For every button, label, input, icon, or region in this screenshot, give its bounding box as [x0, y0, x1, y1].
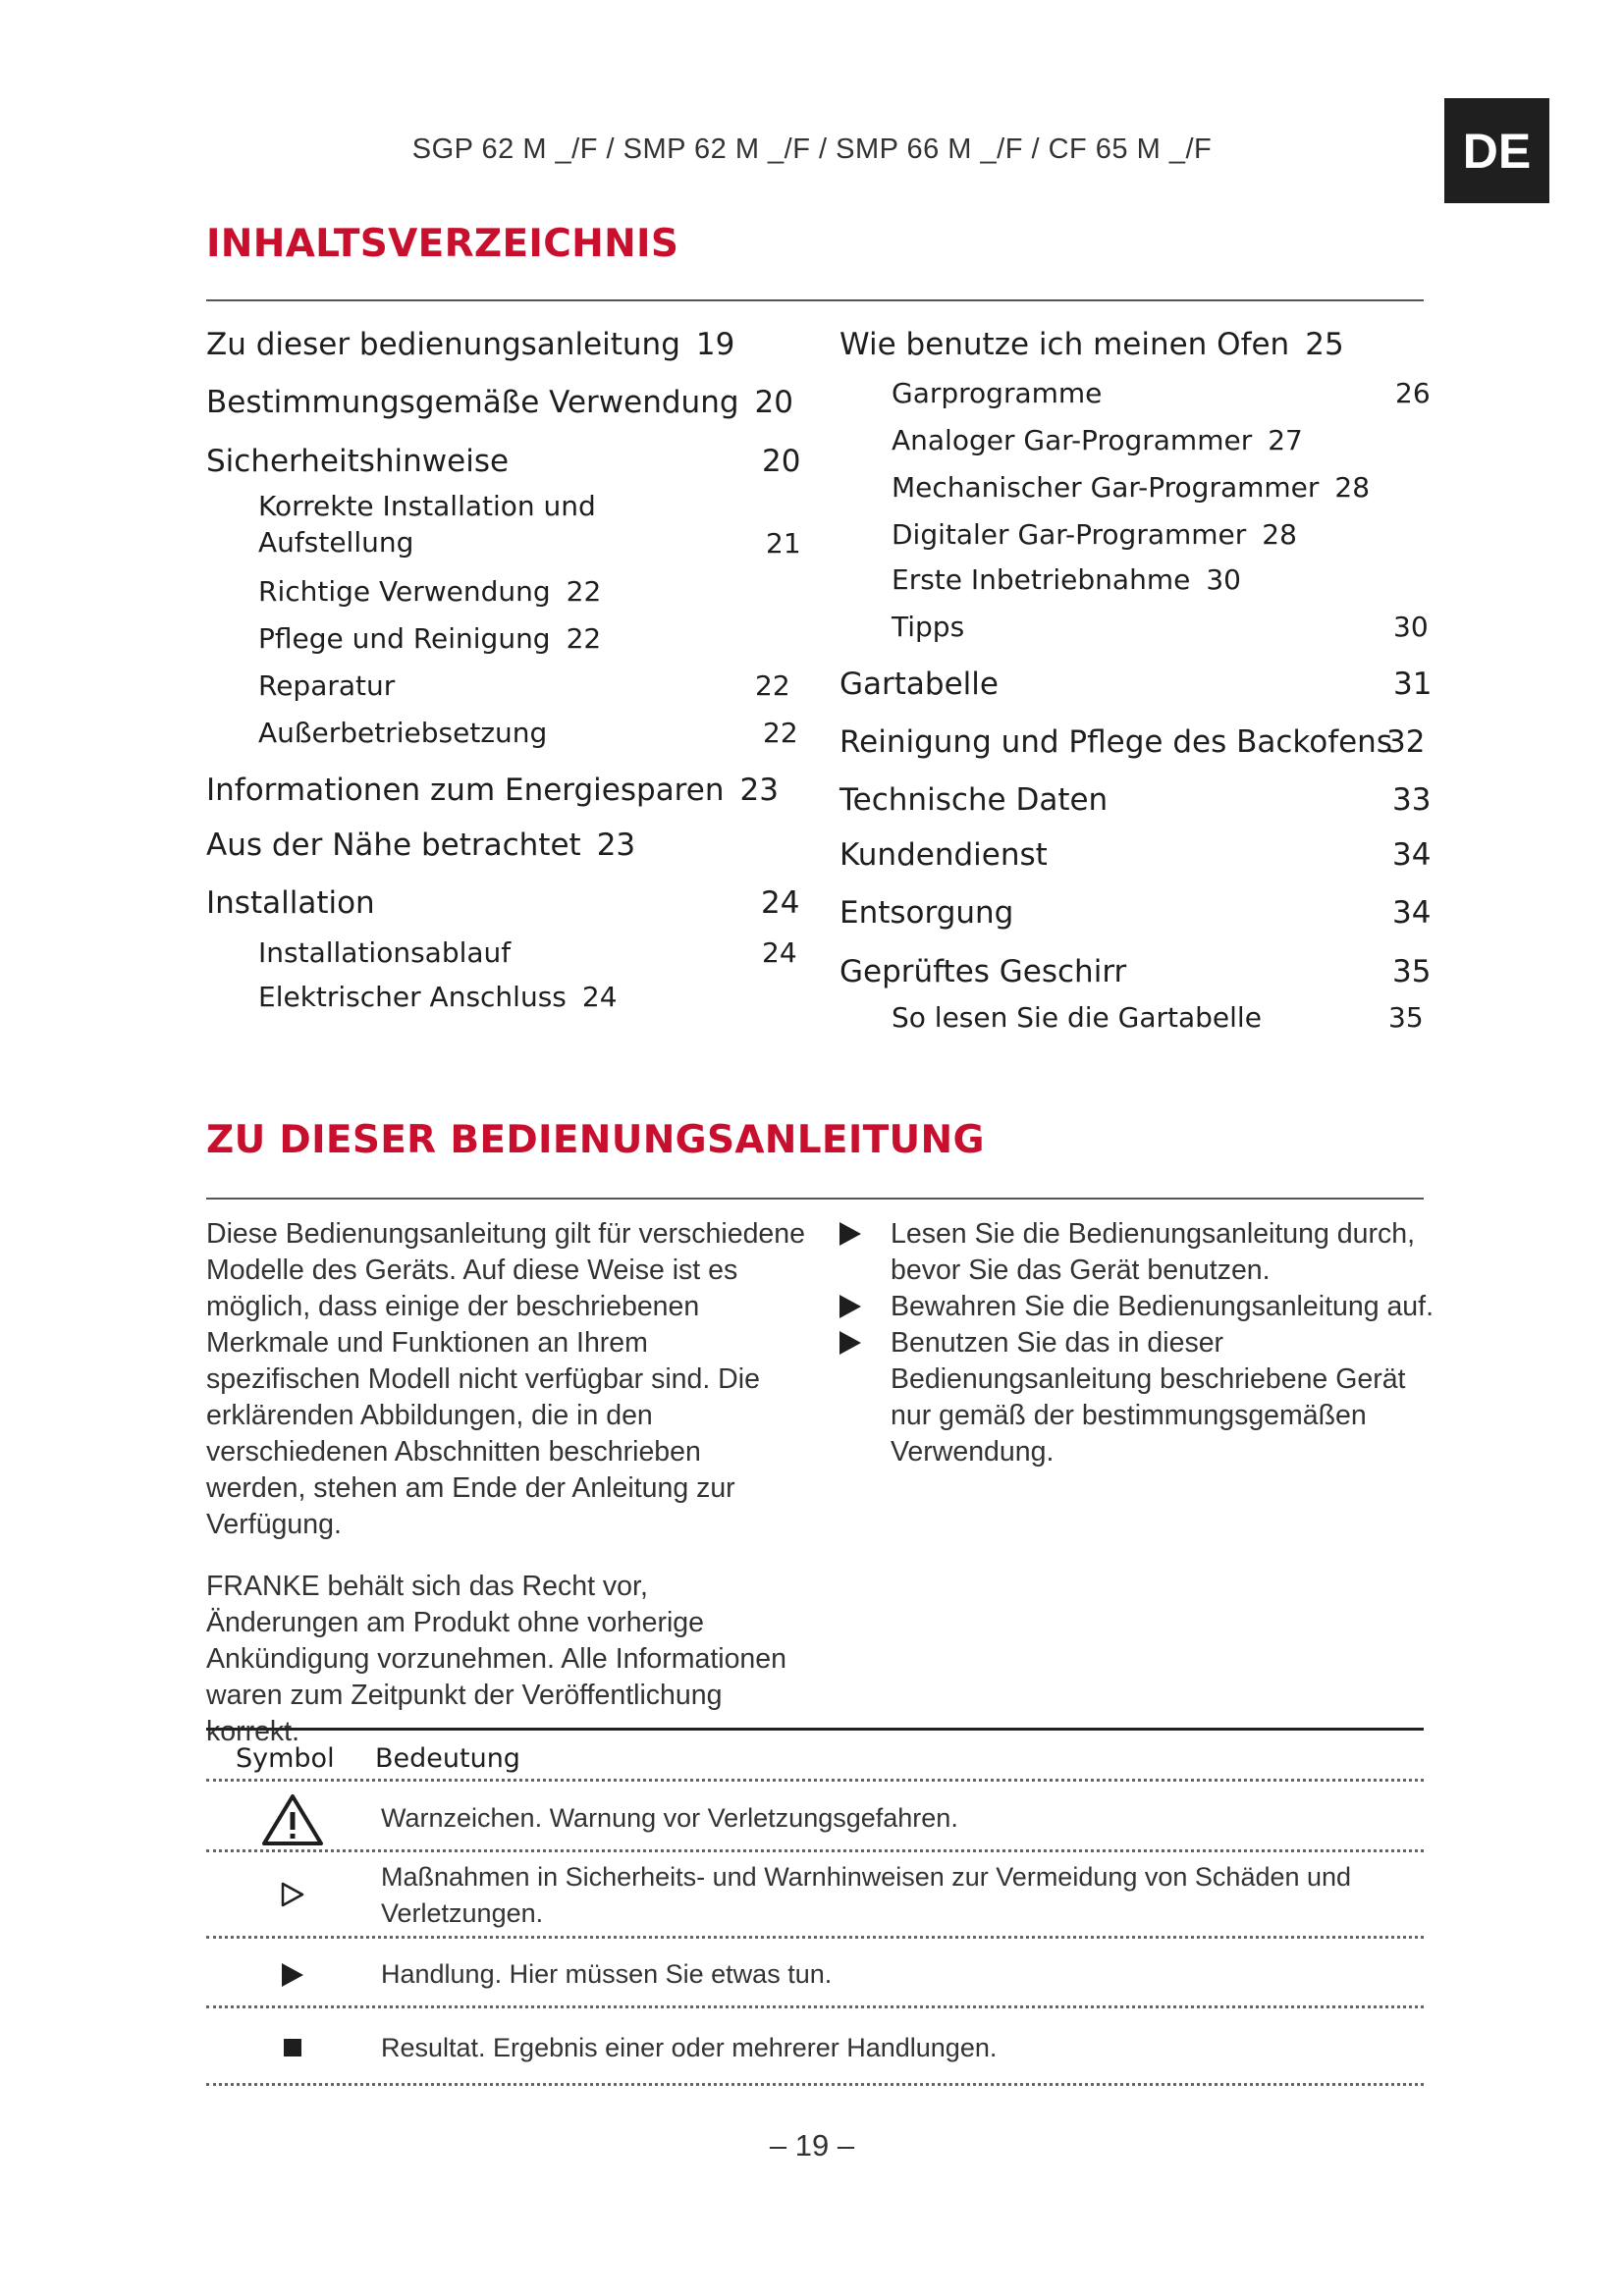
toc-entry[interactable]: Technische Daten 33 [839, 782, 1432, 818]
row-divider [206, 1936, 1424, 1939]
toc-entry[interactable]: Informationen zum Energiesparen 23 [206, 773, 779, 808]
toc-title: INHALTSVERZEICHNIS [206, 222, 679, 266]
filled-square-icon [255, 2028, 330, 2067]
toc-entry[interactable]: Gartabelle 31 [839, 667, 1433, 702]
toc-entry[interactable]: Aus der Nähe betrachtet 23 [206, 828, 636, 863]
toc-entry[interactable]: Richtige Verwendung 22 [258, 575, 602, 608]
about-title-rule [206, 1198, 1424, 1200]
toc-entry[interactable]: Pflege und Reinigung 22 [258, 622, 602, 655]
toc-entry[interactable]: Sicherheitshinweise 20 [206, 444, 801, 479]
page-number: – 19 – [769, 2128, 855, 2163]
toc-entry[interactable]: Analoger Gar-Programmer 27 [892, 424, 1303, 456]
toc-entry[interactable]: Garprogramme 26 [892, 377, 1431, 409]
intro-paragraph: Diese Bedienungsanleitung gilt für verschiedene Modelle des Geräts. Auf diese Weise ist es möglich, dass einige der beschriebenen Merkmale und Funktionen an Ihrem spezifischen Modell nicht verfügbar sind. Die erklärenden Abbildungen, die in den verschiedenen Abschnitten beschrieben werden, stehen am Ende der Anleitung zur Verfügung. [206, 1218, 805, 1540]
toc-entry[interactable]: Reparatur 22 [258, 669, 790, 702]
column-header-meaning: Bedeutung [375, 1743, 520, 1774]
filled-triangle-icon [255, 1955, 330, 1995]
toc-entry[interactable]: Zu dieser bedienungsanleitung 19 [206, 327, 735, 362]
disclaimer-paragraph: FRANKE behält sich das Recht vor, Änderungen am Produkt ohne vorherige Ankündigung vorzunehmen. Alle Informationen waren zum Zeitpunkt der Veröffentlichung korrekt. [206, 1571, 786, 1747]
row-divider [206, 1849, 1424, 1852]
toc-entry[interactable]: Tipps 30 [892, 611, 1429, 643]
toc-entry[interactable]: Mechanischer Gar-Programmer 28 [892, 471, 1371, 504]
warning-triangle-icon [255, 1792, 330, 1847]
toc-entry[interactable]: Geprüftes Geschirr 35 [839, 954, 1432, 989]
toc-entry[interactable]: Reinigung und Pflege des Backofens 32 [839, 724, 1426, 760]
column-header-symbol: Symbol [236, 1743, 335, 1774]
toc-entry[interactable]: Außerbetriebsetzung 22 [258, 717, 798, 749]
row-divider [206, 2083, 1424, 2086]
action-triangle-icon [839, 1222, 861, 1246]
table-top-rule [206, 1728, 1424, 1731]
toc-entry[interactable]: Bestimmungsgemäße Verwendung 20 [206, 385, 793, 420]
toc-entry[interactable]: Kundendienst 34 [839, 837, 1432, 873]
row-divider [206, 1779, 1424, 1782]
outline-triangle-icon [255, 1875, 330, 1914]
toc-entry[interactable]: Entsorgung 34 [839, 895, 1432, 931]
toc-title-rule [206, 299, 1424, 301]
about-title: ZU DIESER BEDIENUNGSANLEITUNG [206, 1118, 985, 1162]
toc-entry[interactable]: Erste Inbetriebnahme 30 [892, 563, 1241, 596]
toc-entry[interactable]: Elektrischer Anschluss 24 [258, 981, 618, 1013]
action-triangle-icon [839, 1331, 861, 1355]
toc-entry[interactable]: Wie benutze ich meinen Ofen 25 [839, 327, 1344, 362]
row-divider [206, 2005, 1424, 2008]
instruction-bullet: Lesen Sie die Bedienungsanleitung durch, bevor Sie das Gerät benutzen. [839, 1216, 1429, 1295]
toc-entry[interactable]: Installationsablauf 24 [258, 936, 797, 969]
instruction-bullet: Bewahren Sie die Bedienungsanleitung auf. [839, 1289, 1429, 1328]
instruction-bullet: Benutzen Sie das in dieser Bedienungsanleitung beschriebene Gerät nur gemäß der bestimmungsgemäßen Verwendung. [839, 1325, 1429, 1482]
toc-entry[interactable]: Korrekte Installation und Aufstellung 21 [258, 490, 801, 560]
toc-entry[interactable]: Digitaler Gar-Programmer 28 [892, 518, 1297, 551]
model-list-header: SGP 62 M _/F / SMP 62 M _/F / SMP 66 M _/F / CF 65 M _/F [411, 133, 1213, 165]
toc-entry[interactable]: Installation 24 [206, 885, 800, 921]
action-triangle-icon [839, 1295, 861, 1318]
toc-entry[interactable]: So lesen Sie die Gartabelle 35 [892, 1001, 1424, 1034]
language-badge: DE [1444, 98, 1549, 203]
